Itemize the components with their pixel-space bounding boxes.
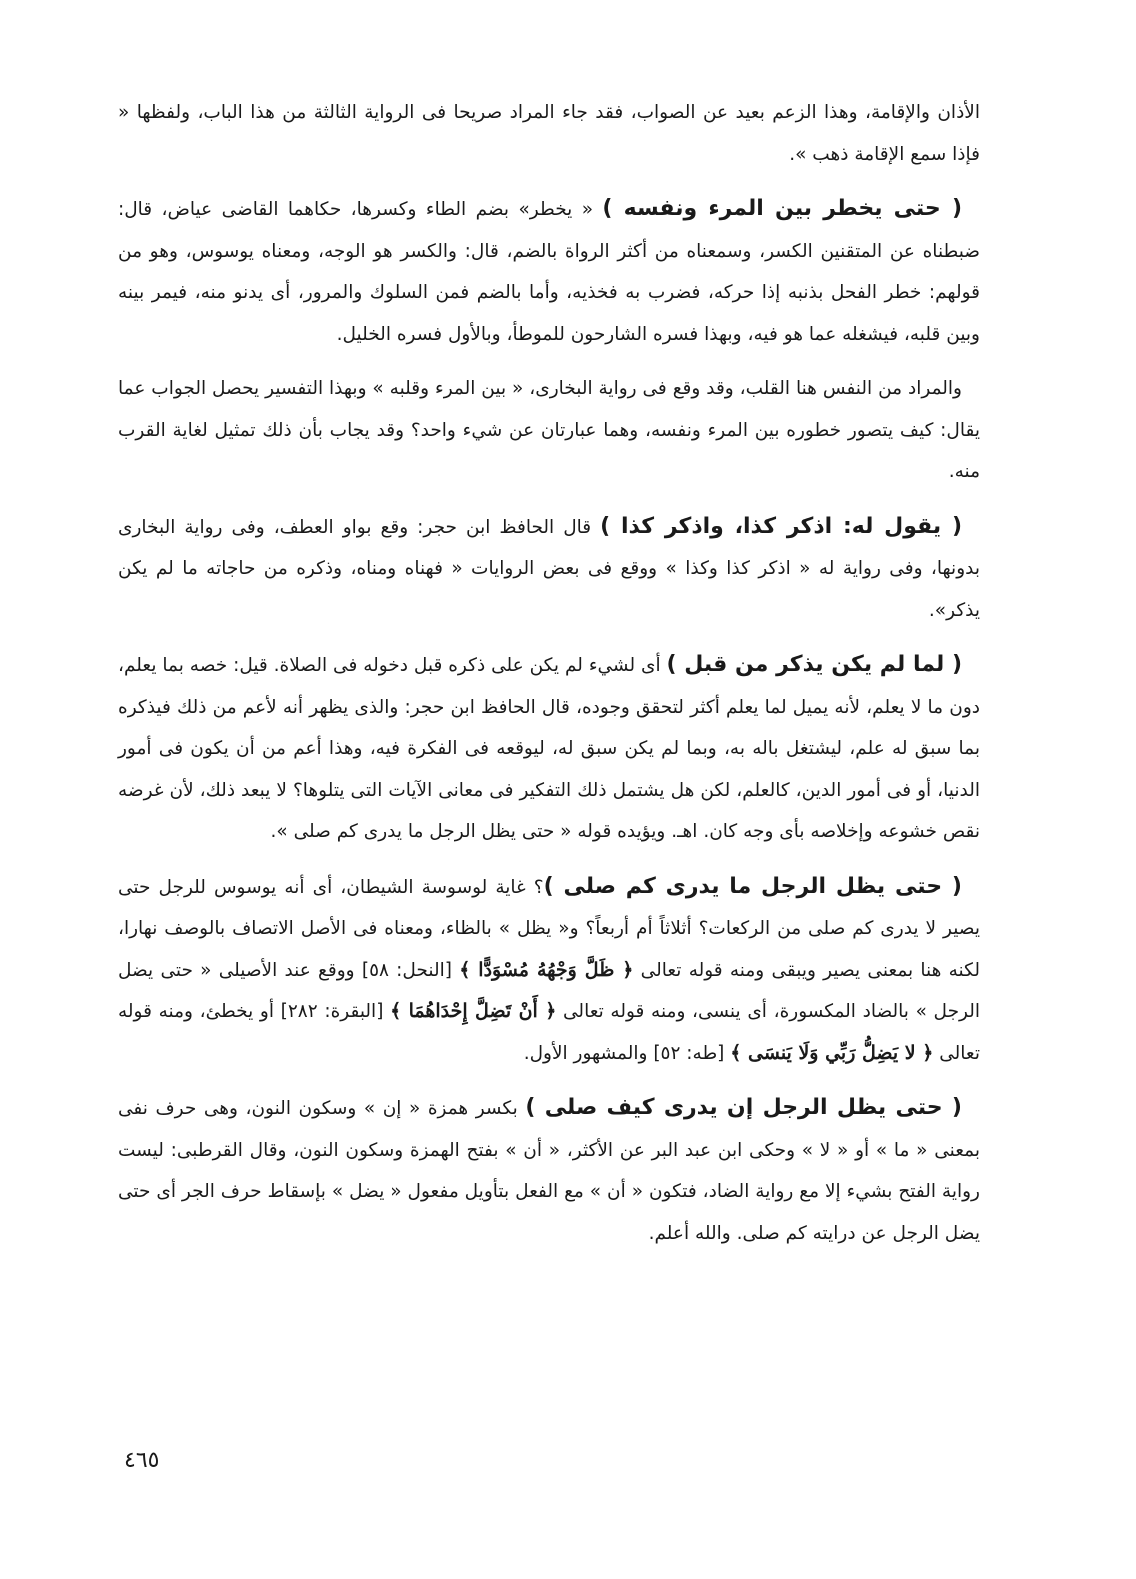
paragraph-text: ؟ غاية لوسوسة الشيطان، أى أنه يوسوس للرجل حتى يصير لا يدرى كم صلى من الركعات؟ أثلاثاً أم أربعاً؟ و« يظل » بالظاء، ومعناه فى الأصل الاتصاف بالوصف نهارا، لكنه هنا بمعنى يصير ويبقى ومنه قوله تعالى [118,876,980,981]
paragraph-6 [118,866,980,1075]
quran-verse: ﴿ أَنْ تَضِلَّ إِحْدَاهُمَا ﴾ [390,1000,557,1022]
paragraph-3 [118,368,980,493]
paragraph-text: أى لشيء لم يكن على ذكره قبل دخوله فى الصلاة. قيل: خصه بما يعلم، دون ما لا يعلم، لأنه يميل لما يعلم أكثر لتحقق وجوده، قال الحافظ ابن حجر: والذى يظهر أنه لأعم من ذلك فيذكره بما سبق له علم، ليشتغل باله به، وبما لم يكن سبق له، ليوقعه فى الفكرة فيه، وهذا أعم من أن يكون فى أمور الدنيا، أو فى أمور الدين، كالعلم، لكن هل يشتمل ذلك التفكير فى معانى الآيات التى يتلوها؟ لا يبعد ذلك، لأن غرضه نقص خشوعه وإخلاصه بأى وجه كان. اهـ. ويؤيده قوله « حتى يظل الرجل ما يدرى كم صلى ». [118,655,980,842]
quran-verse: ﴿ ظَلَّ وَجْهُهُ مُسْوَدًّا ﴾ [459,958,634,981]
paragraph-text: « يخطر» بضم الطاء وكسرها، حكاهما القاضى عياض، قال: ضبطناه عن المتقنين الكسر، وسمعناه من أكثر الرواة بالضم، قال: والكسر هو الوجه، ومعناه يوسوس، وهو من قولهم: خطر الفحل بذنبه إذا حركه، فضرب به فخذيه، وأما بالضم فمن السلوك والمرور، أى يدنو منه، فيمر بينه وبين قلبه، فيشغله عما هو فيه، وبهذا فسره الشارحون للموطأ، وبالأول فسره الخليل. [118,199,980,345]
page-body [118,92,980,1267]
paragraph-text: والمراد من النفس هنا القلب، وقد وقع فى رواية البخارى، « بين المرء وقلبه » وبهذا التفسير يحصل الجواب عما يقال: كيف يتصور خطوره بين المرء ونفسه، وهما عبارتان عن شيء واحد؟ وقد يجاب بأن ذلك تمثيل لغاية القرب منه. [118,378,980,482]
section-heading: ( حتى يظل الرجل إن يدرى كيف صلى ) [525,1095,962,1120]
paragraph-2 [118,188,980,355]
section-heading: ( حتى يظل الرجل ما يدرى كم صلى ) [543,873,962,899]
paragraph-text: [النحل: ٥٨] ووقع عند الأصيلى « حتى يضل الرجل » بالضاد المكسورة، أى ينسى، ومنه قوله تعالى [118,959,980,1022]
paragraph-4 [118,506,980,632]
paragraph-text: [البقرة: ٢٨٢] أو يخطئ، ومنه قوله تعالى [118,1001,980,1064]
paragraph-text: الأذان والإقامة، وهذا الزعم بعيد عن الصواب، فقد جاء المراد صريحا فى الرواية الثالثة من هذا الباب، ولفظها « فإذا سمع الإقامة ذهب ». [118,102,980,165]
page-number: ٤٦٥ [124,1448,160,1473]
paragraph-text: بكسر همزة « إن » وسكون النون، وهى حرف نفى بمعنى « ما » أو « لا » وحكى ابن عبد البر عن الأكثر، « أن » بفتح الهمزة وسكون النون، وقال القرطبى: ليست رواية الفتح بشيء إلا مع رواية الضاد، فتكون « أن » مع الفعل بتأويل مفعول « يضل » بإسقاط حرف الجر أى حتى يضل الرجل عن درايته كم صلى. والله أعلم. [118,1098,980,1244]
paragraph-text: قال الحافظ ابن حجر: وقع بواو العطف، وفى رواية البخارى بدونها، وفى رواية له « اذكر كذا وكذا » ووقع فى بعض الروايات « فهناه ومناه، وذكره من حاجاته ما لم يكن يذكر». [118,516,980,621]
paragraph-text: [طه: ٥٢] والمشهور الأول. [523,1042,731,1064]
paragraph-7 [118,1087,980,1254]
section-heading: ( حتى يخطر بين المرء ونفسه ) [602,196,962,221]
paragraph-1 [118,92,980,175]
section-heading: ( لما لم يكن يذكر من قبل ) [666,652,962,677]
section-heading: ( يقول له: اذكر كذا، واذكر كذا ) [600,513,963,539]
paragraph-5 [118,644,980,853]
quran-verse: ﴿ لا يَضِلُّ رَبِّي وَلَا يَنسَى ﴾ [730,1041,934,1064]
